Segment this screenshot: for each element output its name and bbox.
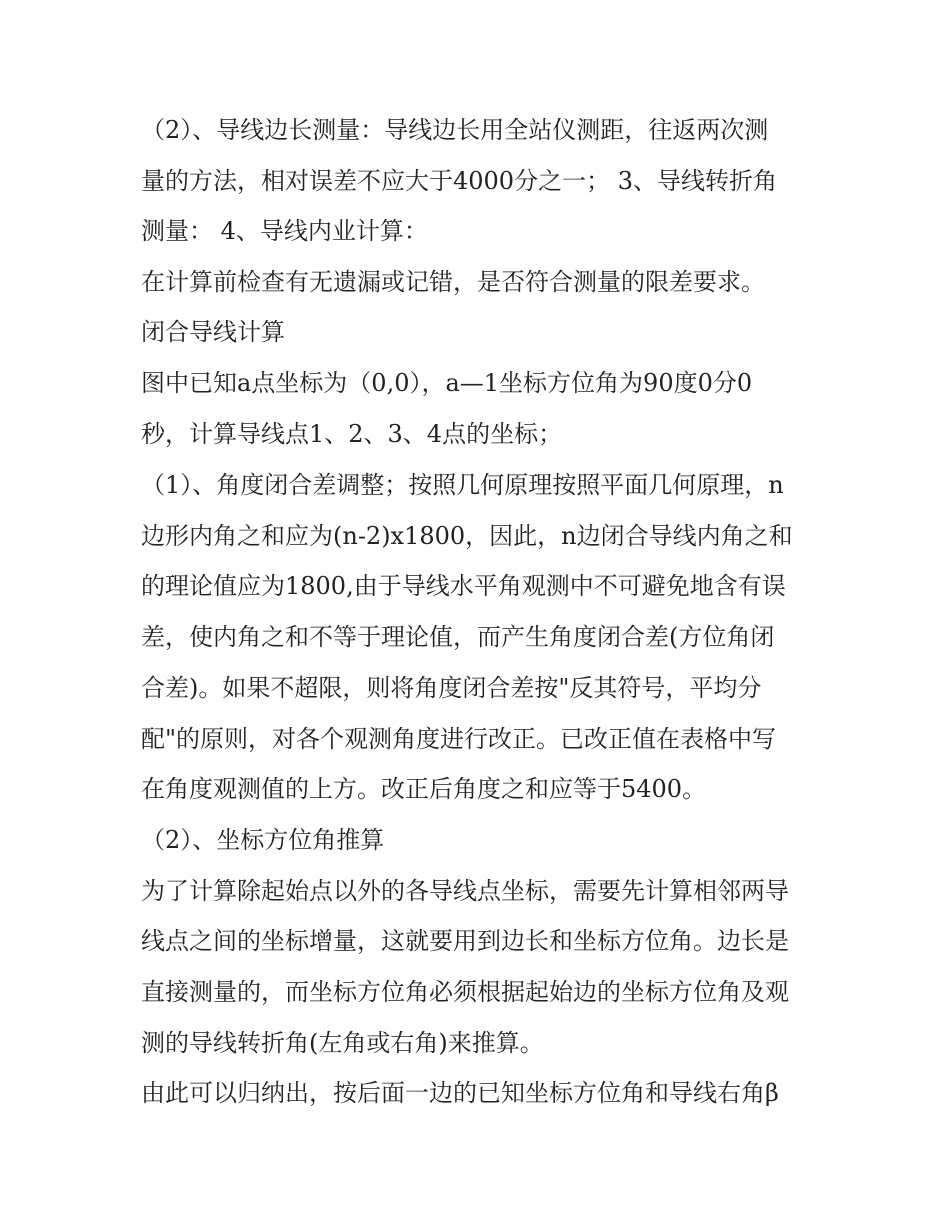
text-line: 的理论值应为1800,由于导线水平角观测中不可避免地含有误: [141, 572, 786, 600]
section-heading: 闭合导线计算: [141, 318, 285, 346]
text-line: 在角度观测值的上方。改正后角度之和应等于5400。: [141, 775, 707, 803]
text-line: 测的导线转折角(左角或右角)来推算。: [141, 1029, 544, 1057]
text-line: （1）、角度闭合差调整；按照几何原理按照平面几何原理，n: [141, 471, 784, 499]
text-line: （2）、坐标方位角推算: [141, 826, 385, 854]
text-line: 配"的原则，对各个观测角度进行改正。已改正值在表格中写: [141, 725, 777, 753]
text-line: 秒，计算导线点1、2、3、4点的坐标；: [141, 420, 563, 448]
text-line: 线点之间的坐标增量，这就要用到边长和坐标方位角。边长是: [141, 927, 789, 955]
text-line: 在计算前检查有无遗漏或记错，是否符合测量的限差要求。: [141, 268, 765, 296]
text-line: 图中已知a点坐标为（0,0），a—1坐标方位角为90度0分0: [141, 369, 753, 397]
text-line: 为了计算除起始点以外的各导线点坐标，需要先计算相邻两导: [141, 877, 789, 905]
text-line: 边形内角之和应为(n-2)x1800，因此，n边闭合导线内角之和: [141, 522, 793, 550]
text-line: 直接测量的，而坐标方位角必须根据起始边的坐标方位角及观: [141, 978, 789, 1006]
text-line: （2）、导线边长测量：导线边长用全站仪测距，往返两次测: [141, 116, 769, 144]
text-line: 差，使内角之和不等于理论值，而产生角度闭合差(方位角闭: [141, 623, 775, 651]
text-line: 测量： 4、导线内业计算：: [141, 217, 428, 245]
text-line: 由此可以归纳出，按后面一边的已知坐标方位角和导线右角β: [141, 1079, 779, 1107]
text-line: 合差)。如果不超限，则将角度闭合差按"反其符号，平均分: [141, 674, 762, 702]
text-line: 量的方法，相对误差不应大于4000分之一； 3、导线转折角: [141, 167, 777, 195]
